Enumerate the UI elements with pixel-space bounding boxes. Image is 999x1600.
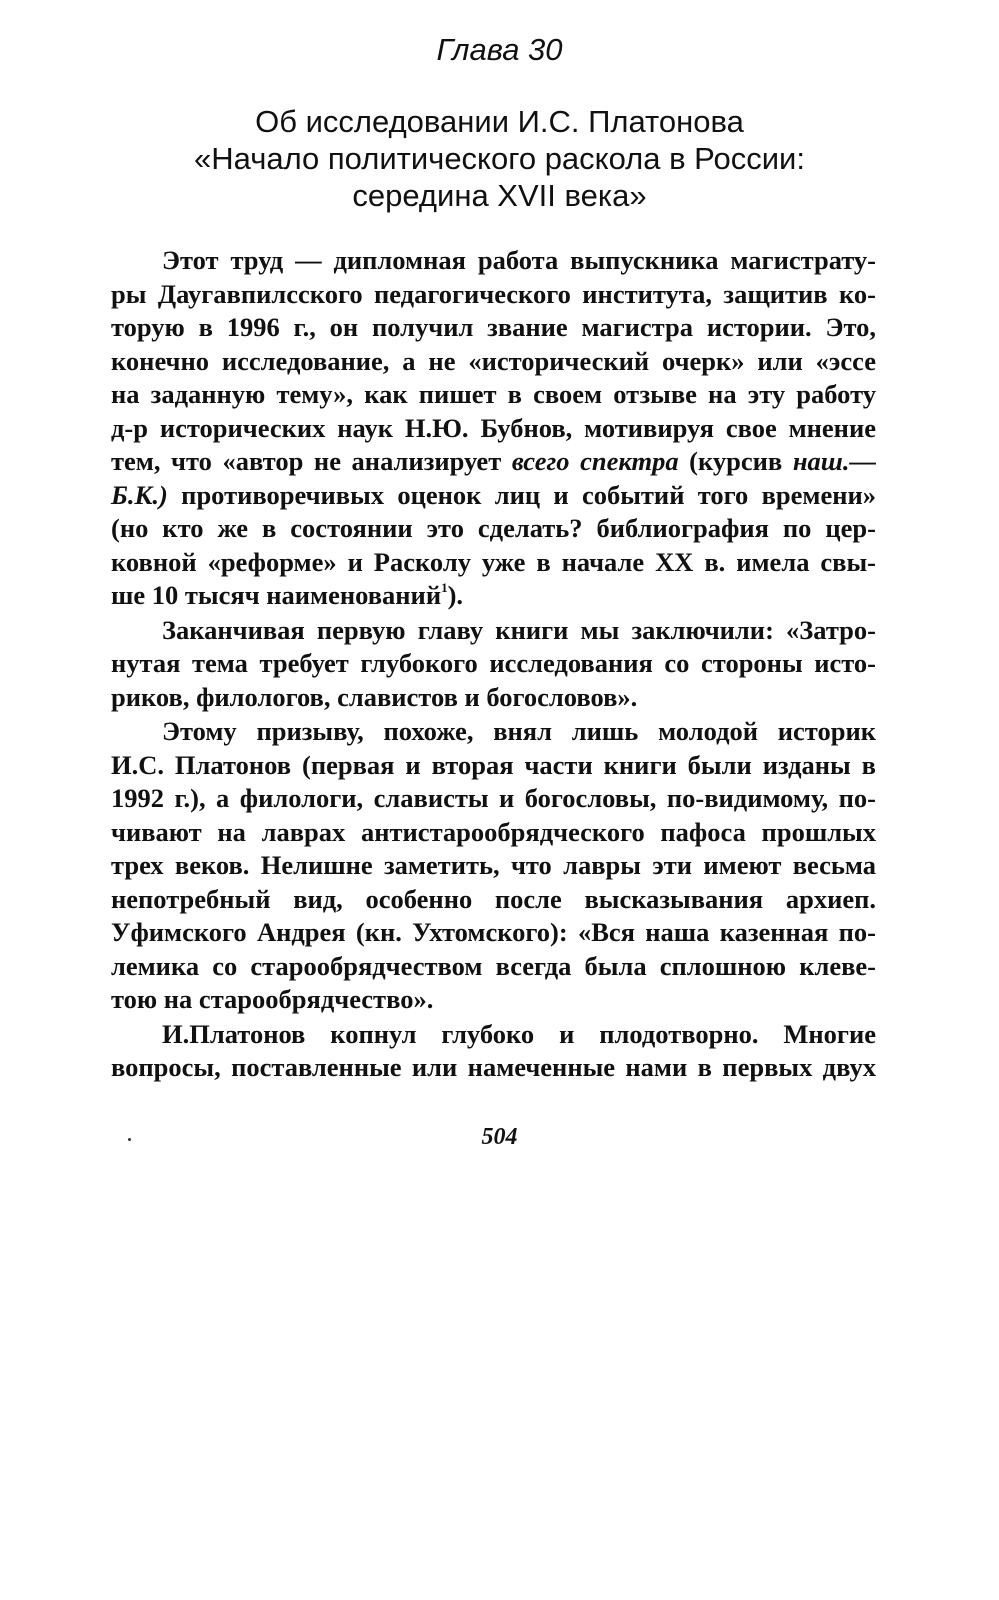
text-line: ковной «реформе» и Расколу уже в начале XX в. имела свы- (111, 546, 876, 577)
title-line: Об исследовании И.С. Платонова (255, 104, 744, 139)
italic-run: наш.— (792, 446, 876, 476)
text-line: чивают на лаврах антистарообрядческого пафоса прошлых (111, 816, 876, 847)
text-line: Этот труд — дипломная работа выпускника магистрату- (162, 245, 876, 275)
title-line: «Начало политического раскола в России: (194, 141, 805, 176)
text-line: на заданную тему», как пишет в своем отзыве на эту работу (111, 379, 876, 409)
paragraph (111, 715, 876, 1017)
text-line (111, 579, 876, 613)
text-line: конечно исследование, а не «исторический очерк» или «эссе (111, 345, 876, 376)
text-line (111, 479, 876, 513)
chapter-title (0, 103, 999, 214)
text-line: тою на старообрядчество». (111, 984, 434, 1014)
chapter-heading: Глава 30 (436, 32, 563, 67)
text-line: Этому призыву, похоже, внял лишь молодой историк (162, 716, 876, 746)
text-line: риков, филологов, славистов и богословов». (111, 681, 638, 712)
text-run: ше 10 тысяч наименований (111, 580, 442, 610)
text-line: лемика со старообрядчеством всегда была сплошною клеве- (111, 950, 876, 981)
paragraph (111, 1018, 876, 1085)
text-line: И.С. Платонов (первая и вторая части книги были изданы в (111, 749, 876, 780)
italic-run: Б.К.) (111, 479, 168, 510)
text-line: 1992 г.), а филологи, слависты и богословы, по-видимому, по- (111, 783, 876, 813)
text-line: Заканчивая первую главу книги мы заключили: «Затро- (162, 614, 876, 645)
text-run: тем, что «автор не анализирует (111, 446, 512, 476)
text-line: трех веков. Нелишне заметить, что лавры эти имеют весьма (111, 850, 876, 880)
title-line: середина XVII века» (352, 178, 647, 213)
text-line: И.Платонов копнул глубоко и плодотворно. Многие (162, 1018, 876, 1049)
paragraph (111, 244, 876, 613)
text-line: д-р исторических наук Н.Ю. Бубнов, мотивируя свое мнение (111, 412, 876, 443)
text-line: торую в 1996 г., он получил звание магистра истории. Это, (111, 312, 876, 342)
text-run: (курсив (678, 446, 793, 476)
italic-run: всего спектра (511, 446, 679, 476)
text-run: противоречивых оценок лиц и событий того времени» (167, 479, 876, 510)
text-line (111, 445, 876, 479)
text-line: непотребный вид, особенно после высказывания архиеп. (111, 883, 876, 914)
text-line: Уфимского Андрея (кн. Ухтомского): «Вся наша казенная по- (111, 917, 876, 947)
body-text (111, 244, 876, 1086)
text-line: вопросы, поставленные или намеченные нами в первых двух (111, 1052, 876, 1082)
page-number: 504 (481, 1124, 518, 1150)
text-line: ры Даугавпилсского педагогического института, защитив ко- (111, 278, 876, 309)
footnote-ref: 1 (441, 580, 448, 595)
text-line: нутая тема требует глубокого исследования со стороны исто- (111, 648, 876, 678)
text-line: (но кто же в состоянии это сделать? библиография по цер- (111, 513, 876, 543)
text-run: ). (447, 580, 464, 610)
paragraph (111, 614, 876, 715)
